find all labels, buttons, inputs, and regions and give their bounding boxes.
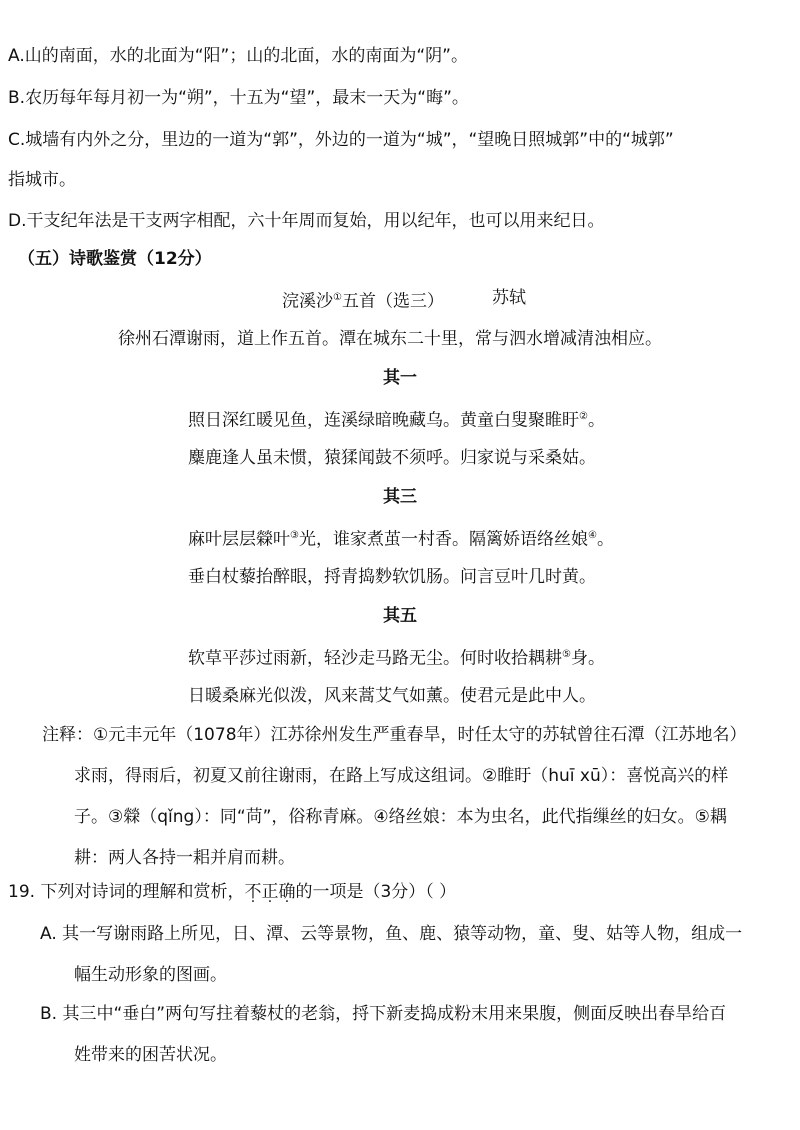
part1-line2: 麋鹿逢人虽未惯，猿猱闻鼓不须呼。归家说与采桑姑。 [188, 448, 596, 468]
part3-line2: 垂白杖藜抬醉眼，捋青捣麨软饥肠。问言豆叶几时黄。 [188, 567, 596, 587]
part5-line1-end: 身。 [570, 648, 605, 669]
poem-title [282, 286, 444, 314]
option-c-line1: C.城墙有内外之分，里边的一道为“郭”，外边的一道为“城”，“望晚日照城郭”中的“城郭” [8, 130, 674, 150]
notes-line3: 子。③檾（qǐng）：同“苘”，俗称青麻。④络丝娘：本为虫名，此代指缫丝的妇女。⑤耦 [74, 807, 727, 827]
part5-line1-note: ⑤ [562, 649, 571, 660]
notes-line1: 注释：①元丰元年（1078年）江苏徐州发生严重春旱，时任太守的苏轼曾往石潭（江苏地名） [42, 725, 747, 745]
poem-title-text: 浣溪沙 [282, 291, 333, 312]
part5-line1 [188, 643, 605, 671]
part1-line1-text: 照日深红暖见鱼，连溪绿暗晚藏乌。黄童白叟聚睢盱 [188, 410, 579, 431]
section-title: （五）诗歌鉴赏（12分） [18, 249, 212, 269]
part3-heading: 其三 [383, 487, 417, 507]
q19-option-b-line2: 姓带来的困苦状况。 [74, 1045, 227, 1065]
part3-line1 [188, 524, 614, 552]
q19-option-a-line2: 幅生动形象的图画。 [74, 965, 227, 985]
part1-line1-note: ② [579, 411, 588, 422]
part5-line1-text: 软草平莎过雨新，轻沙走马路无尘。何时收拾耦耕 [188, 648, 562, 669]
q19-option-b-line1: B. 其三中“垂白”两句写拄着藜杖的老翁，捋下新麦捣成粉末用来果腹，侧面反映出春旱给百 [40, 1004, 727, 1024]
option-c-line2: 指城市。 [8, 170, 76, 190]
notes-line4: 耕：两人各持一耜并肩而耕。 [74, 848, 295, 868]
poem-author: 苏轼 [492, 288, 526, 308]
emphasis-char-1: 不 [244, 882, 262, 902]
emphasis-char-2: 正 [261, 882, 279, 902]
poem-preface: 徐州石潭谢雨，道上作五首。潭在城东二十里，常与泗水增减清浊相应。 [118, 329, 662, 349]
question-19-stem [8, 880, 456, 904]
part5-line2: 日暖桑麻光似泼，风来蒿艾气如薰。使君元是此中人。 [188, 686, 596, 706]
part1-line1 [188, 405, 605, 433]
part1-line1-end: 。 [587, 410, 605, 431]
part5-heading: 其五 [383, 606, 417, 626]
notes-line2: 求雨，得雨后，初夏又前往谢雨，在路上写成这组词。②睢盱（huī xū）：喜悦高兴的样 [74, 766, 729, 786]
part3-line1a: 麻叶层层檾叶 [188, 529, 290, 550]
question-19-stem-a: 19. 下列对诗词的理解和赏析， [8, 882, 245, 902]
part3-line1b-note: ④ [587, 530, 597, 541]
part3-line1b: 光，谁家煮茧一村香。隔篱娇语络丝娘 [298, 529, 588, 550]
option-a: A.山的南面，水的北面为“阳”；山的北面，水的南面为“阴”。 [8, 46, 468, 66]
poem-title-note: ① [333, 292, 342, 303]
part3-line1a-note: ③ [290, 530, 299, 541]
emphasis-char-3: 确 [278, 882, 296, 902]
part3-line1-end: 。 [596, 529, 614, 550]
part1-heading: 其一 [383, 368, 417, 388]
q19-option-a-line1: A. 其一写谢雨路上所见，日、潭、云等景物，鱼、鹿、猿等动物，童、叟、姑等人物，组成一 [40, 924, 743, 944]
poem-title-rest: 五首（选三） [341, 291, 444, 312]
question-19-stem-c: 的一项是（3分）（ ） [295, 882, 457, 902]
option-b: B.农历每年每月初一为“朔”，十五为“望”，最末一天为“晦”。 [8, 88, 469, 108]
option-d: D.干支纪年法是干支两字相配，六十年周而复始，用以纪年，也可以用来纪日。 [8, 211, 605, 231]
